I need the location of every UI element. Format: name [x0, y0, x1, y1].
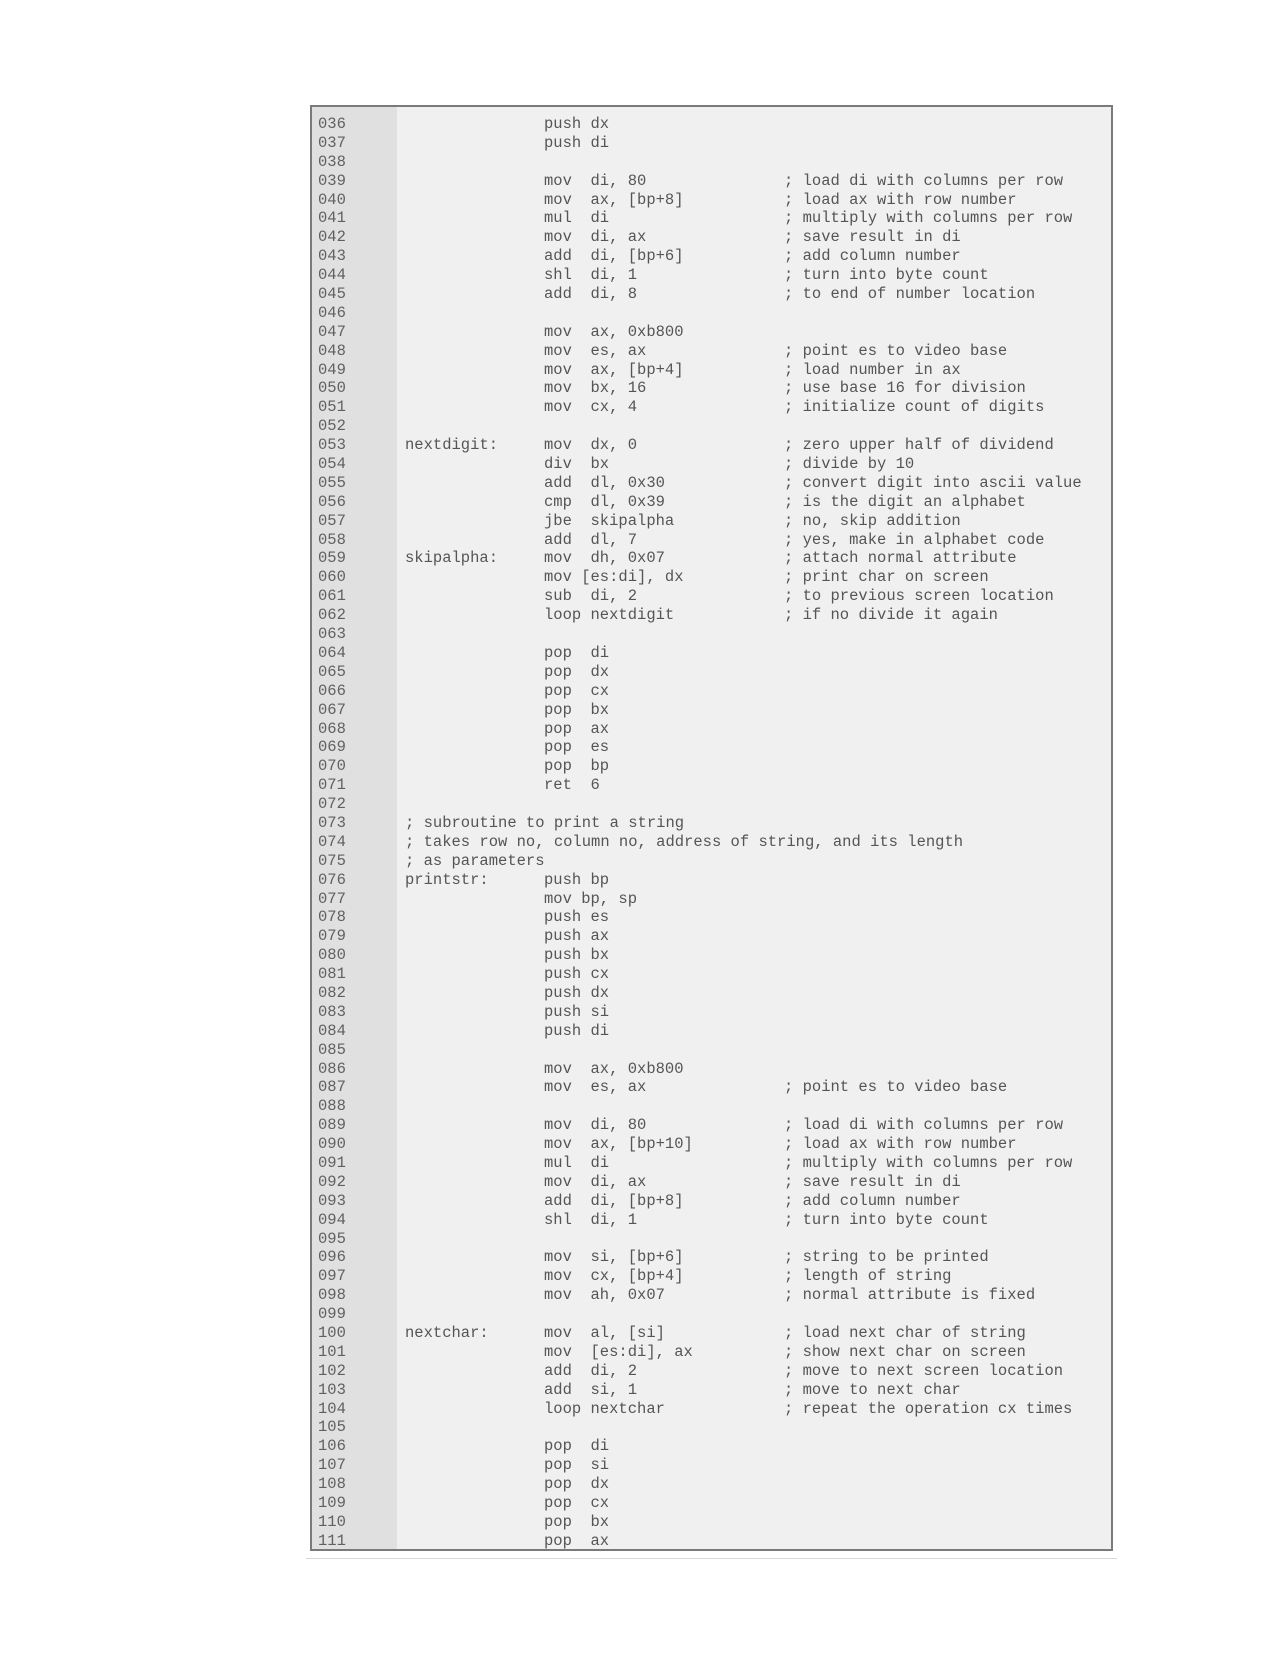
line-number: 097: [318, 1267, 346, 1286]
code-line: [312, 285, 1111, 304]
page-divider: [306, 1558, 1117, 1559]
code-instruction: mul di: [544, 209, 610, 228]
code-line: [312, 1097, 1111, 1116]
code-line: [312, 191, 1111, 210]
line-number: 091: [318, 1153, 346, 1172]
code-instruction: pop ax: [544, 719, 610, 738]
code-line: [312, 682, 1111, 701]
code-instruction: pop es: [544, 738, 610, 757]
code-instruction: pop dx: [544, 1475, 610, 1494]
line-number: 085: [318, 1040, 346, 1059]
line-number: 037: [318, 133, 346, 152]
line-number: 066: [318, 681, 346, 700]
code-comment: ; to previous screen location: [784, 587, 1054, 606]
line-number: 057: [318, 511, 346, 530]
line-number: 073: [318, 813, 346, 832]
line-number: 074: [318, 832, 346, 851]
code-lines: [312, 115, 1111, 1551]
code-comment: ; multiply with columns per row: [784, 209, 1073, 228]
line-number: 043: [318, 247, 346, 266]
code-line: [312, 965, 1111, 984]
code-comment: ; yes, make in alphabet code: [784, 530, 1045, 549]
code-instruction: sub di, 2: [544, 587, 638, 606]
code-line: [312, 1532, 1111, 1551]
code-line: [312, 908, 1111, 927]
code-instruction: push di: [544, 1021, 610, 1040]
code-listing: [310, 105, 1113, 1551]
code-line: [312, 549, 1111, 568]
code-label: printstr:: [405, 870, 489, 889]
code-line: [312, 398, 1111, 417]
code-line: [312, 1267, 1111, 1286]
code-line: [312, 1022, 1111, 1041]
line-number: 075: [318, 851, 346, 870]
code-line: [312, 1418, 1111, 1437]
line-number: 107: [318, 1456, 346, 1475]
code-line: [312, 701, 1111, 720]
code-line: [312, 984, 1111, 1003]
code-comment: ; turn into byte count: [784, 1210, 989, 1229]
code-line: [312, 153, 1111, 172]
code-line: [312, 720, 1111, 739]
code-instruction: loop nextchar: [544, 1399, 665, 1418]
code-line: [312, 1173, 1111, 1192]
line-number: 108: [318, 1475, 346, 1494]
line-number: 083: [318, 1002, 346, 1021]
code-line: [312, 1381, 1111, 1400]
code-instruction: pop dx: [544, 662, 610, 681]
code-line: [312, 625, 1111, 644]
code-comment: ; normal attribute is fixed: [784, 1286, 1036, 1305]
code-line: [312, 323, 1111, 342]
code-line: [312, 304, 1111, 323]
code-comment: ; string to be printed: [784, 1248, 989, 1267]
code-line: [312, 134, 1111, 153]
code-line: [312, 1135, 1111, 1154]
line-number: 047: [318, 322, 346, 341]
code-line: [312, 1324, 1111, 1343]
code-line: [312, 1494, 1111, 1513]
code-instruction: loop nextdigit: [544, 606, 675, 625]
line-number: 059: [318, 549, 346, 568]
code-comment: ; to end of number location: [784, 285, 1036, 304]
line-number: 050: [318, 379, 346, 398]
code-instruction: mov si, [bp+6]: [544, 1248, 684, 1267]
code-label: ; as parameters: [405, 851, 545, 870]
code-line: [312, 663, 1111, 682]
code-line: [312, 247, 1111, 266]
code-instruction: mov bx, 16: [544, 379, 647, 398]
code-line: [312, 1437, 1111, 1456]
code-comment: ; print char on screen: [784, 568, 989, 587]
code-instruction: pop ax: [544, 1531, 610, 1550]
code-line: [312, 1305, 1111, 1324]
line-number: 106: [318, 1437, 346, 1456]
code-instruction: push ax: [544, 927, 610, 946]
line-number: 084: [318, 1021, 346, 1040]
line-number: 102: [318, 1361, 346, 1380]
code-line: [312, 1343, 1111, 1362]
code-line: [312, 1003, 1111, 1022]
line-number: 109: [318, 1494, 346, 1513]
line-number: 061: [318, 587, 346, 606]
line-number: 042: [318, 228, 346, 247]
code-instruction: mov ax, 0xb800: [544, 322, 684, 341]
code-comment: ; load ax with row number: [784, 1135, 1017, 1154]
code-line: [312, 1362, 1111, 1381]
line-number: 051: [318, 398, 346, 417]
code-line: [312, 814, 1111, 833]
code-instruction: mov es, ax: [544, 341, 647, 360]
code-line: [312, 379, 1111, 398]
line-number: 041: [318, 209, 346, 228]
code-line: [312, 1211, 1111, 1230]
code-comment: ; load di with columns per row: [784, 171, 1064, 190]
line-number: 038: [318, 152, 346, 171]
line-number: 054: [318, 455, 346, 474]
line-number: 046: [318, 303, 346, 322]
code-label: nextdigit:: [405, 436, 499, 455]
code-instruction: jbe skipalpha: [544, 511, 675, 530]
code-instruction: mov es, ax: [544, 1078, 647, 1097]
line-number: 049: [318, 360, 346, 379]
code-instruction: cmp dl, 0x39: [544, 492, 665, 511]
code-comment: ; no, skip addition: [784, 511, 961, 530]
line-number: 070: [318, 757, 346, 776]
code-instruction: pop cx: [544, 681, 610, 700]
code-instruction: div bx: [544, 455, 610, 474]
line-number: 067: [318, 700, 346, 719]
code-instruction: push bp: [544, 870, 610, 889]
code-comment: ; load number in ax: [784, 360, 961, 379]
line-number: 076: [318, 870, 346, 889]
code-instruction: add di, [bp+8]: [544, 1191, 684, 1210]
code-instruction: push bx: [544, 946, 610, 965]
code-instruction: mov dh, 0x07: [544, 549, 665, 568]
code-instruction: shl di, 1: [544, 1210, 638, 1229]
code-comment: ; attach normal attribute: [784, 549, 1017, 568]
code-line: [312, 1230, 1111, 1249]
line-number: 065: [318, 662, 346, 681]
code-instruction: add di, [bp+6]: [544, 247, 684, 266]
code-line: [312, 1154, 1111, 1173]
line-number: 111: [318, 1531, 346, 1550]
code-comment: ; add column number: [784, 247, 961, 266]
code-line: [312, 738, 1111, 757]
line-number: 095: [318, 1229, 346, 1248]
code-label: skipalpha:: [405, 549, 499, 568]
code-instruction: push di: [544, 133, 610, 152]
code-comment: ; repeat the operation cx times: [784, 1399, 1073, 1418]
line-number: 080: [318, 946, 346, 965]
line-number: 089: [318, 1116, 346, 1135]
code-instruction: push dx: [544, 983, 610, 1002]
line-number: 087: [318, 1078, 346, 1097]
line-number: 100: [318, 1324, 346, 1342]
code-line: [312, 852, 1111, 871]
code-instruction: add di, 2: [544, 1361, 638, 1380]
line-number: 039: [318, 171, 346, 190]
code-instruction: pop cx: [544, 1494, 610, 1513]
line-number: 063: [318, 625, 346, 644]
code-instruction: mov cx, 4: [544, 398, 638, 417]
line-number: 062: [318, 606, 346, 625]
line-number: 077: [318, 889, 346, 908]
code-comment: ; point es to video base: [784, 341, 1008, 360]
code-instruction: shl di, 1: [544, 266, 638, 285]
code-line: [312, 474, 1111, 493]
code-line: [312, 587, 1111, 606]
code-instruction: push cx: [544, 965, 610, 984]
line-number: 093: [318, 1191, 346, 1210]
code-comment: ; initialize count of digits: [784, 398, 1045, 417]
code-line: [312, 266, 1111, 285]
code-line: [312, 833, 1111, 852]
code-line: [312, 1116, 1111, 1135]
code-line: [312, 493, 1111, 512]
code-line: [312, 795, 1111, 814]
code-line: [312, 172, 1111, 191]
line-number: 044: [318, 266, 346, 285]
code-instruction: mov di, ax: [544, 1172, 647, 1191]
code-line: [312, 1400, 1111, 1419]
code-instruction: mul di: [544, 1153, 610, 1172]
code-line: [312, 342, 1111, 361]
code-comment: ; is the digit an alphabet: [784, 492, 1026, 511]
code-line: [312, 1286, 1111, 1305]
code-line: [312, 946, 1111, 965]
code-line: [312, 228, 1111, 247]
code-instruction: add dl, 7: [544, 530, 638, 549]
code-instruction: mov ax, [bp+8]: [544, 190, 684, 209]
code-instruction: add dl, 0x30: [544, 473, 665, 492]
code-line: [312, 890, 1111, 909]
code-instruction: mov di, ax: [544, 228, 647, 247]
code-instruction: push es: [544, 908, 610, 927]
line-number: 045: [318, 285, 346, 304]
code-line: [312, 644, 1111, 663]
code-line: [312, 1192, 1111, 1211]
line-number: 081: [318, 965, 346, 984]
line-number: 092: [318, 1172, 346, 1191]
line-number: 053: [318, 436, 346, 455]
code-line: [312, 531, 1111, 550]
code-comment: ; length of string: [784, 1267, 952, 1286]
code-comment: ; point es to video base: [784, 1078, 1008, 1097]
line-number: 103: [318, 1380, 346, 1399]
code-line: [312, 1513, 1111, 1532]
code-comment: ; save result in di: [784, 1172, 961, 1191]
line-number: 069: [318, 738, 346, 757]
line-number: 105: [318, 1418, 346, 1437]
code-instruction: mov [es:di], ax: [544, 1342, 693, 1361]
code-instruction: pop si: [544, 1456, 610, 1475]
line-number: 060: [318, 568, 346, 587]
code-line: [312, 512, 1111, 531]
code-instruction: mov cx, [bp+4]: [544, 1267, 684, 1286]
line-number: 036: [318, 115, 346, 133]
line-number: 104: [318, 1399, 346, 1418]
code-instruction: pop bx: [544, 700, 610, 719]
code-line: [312, 417, 1111, 436]
line-number: 056: [318, 492, 346, 511]
code-line: [312, 757, 1111, 776]
code-instruction: push dx: [544, 115, 610, 133]
line-number: 079: [318, 927, 346, 946]
code-instruction: pop di: [544, 1437, 610, 1456]
code-label: ; takes row no, column no, address of string, and its length: [405, 832, 964, 851]
code-line: [312, 927, 1111, 946]
code-line: [312, 1248, 1111, 1267]
line-number: 071: [318, 776, 346, 795]
code-comment: ; save result in di: [784, 228, 961, 247]
code-instruction: mov ax, [bp+10]: [544, 1135, 693, 1154]
code-instruction: mov ax, [bp+4]: [544, 360, 684, 379]
code-line: [312, 455, 1111, 474]
line-number: 052: [318, 417, 346, 436]
code-line: [312, 361, 1111, 380]
code-comment: ; move to next screen location: [784, 1361, 1064, 1380]
code-line: [312, 1060, 1111, 1079]
code-instruction: mov [es:di], dx: [544, 568, 684, 587]
line-number: 110: [318, 1512, 346, 1531]
code-line: [312, 1078, 1111, 1097]
code-instruction: pop bp: [544, 757, 610, 776]
code-comment: ; turn into byte count: [784, 266, 989, 285]
code-comment: ; show next char on screen: [784, 1342, 1026, 1361]
code-comment: ; load ax with row number: [784, 190, 1017, 209]
code-instruction: mov dx, 0: [544, 436, 638, 455]
line-number: 048: [318, 341, 346, 360]
line-number: 099: [318, 1305, 346, 1324]
code-instruction: mov di, 80: [544, 171, 647, 190]
line-number: 090: [318, 1135, 346, 1154]
code-line: [312, 568, 1111, 587]
line-number: 098: [318, 1286, 346, 1305]
code-label: ; subroutine to print a string: [405, 813, 685, 832]
line-number: 072: [318, 795, 346, 814]
code-line: [312, 1041, 1111, 1060]
code-line: [312, 1456, 1111, 1475]
code-instruction: mov bp, sp: [544, 889, 638, 908]
code-comment: ; load di with columns per row: [784, 1116, 1064, 1135]
code-instruction: mov di, 80: [544, 1116, 647, 1135]
code-instruction: mov al, [si]: [544, 1324, 665, 1342]
code-comment: ; move to next char: [784, 1380, 961, 1399]
code-instruction: mov ah, 0x07: [544, 1286, 665, 1305]
code-instruction: add di, 8: [544, 285, 638, 304]
code-instruction: ret 6: [544, 776, 600, 795]
code-comment: ; use base 16 for division: [784, 379, 1026, 398]
code-line: [312, 776, 1111, 795]
code-instruction: add si, 1: [544, 1380, 638, 1399]
code-comment: ; load next char of string: [784, 1324, 1026, 1342]
code-comment: ; convert digit into ascii value: [784, 473, 1082, 492]
code-comment: ; divide by 10: [784, 455, 915, 474]
code-comment: ; if no divide it again: [784, 606, 998, 625]
line-number: 096: [318, 1248, 346, 1267]
code-instruction: mov ax, 0xb800: [544, 1059, 684, 1078]
line-number: 094: [318, 1210, 346, 1229]
code-line: [312, 209, 1111, 228]
code-comment: ; add column number: [784, 1191, 961, 1210]
code-instruction: pop di: [544, 643, 610, 662]
code-comment: ; multiply with columns per row: [784, 1153, 1073, 1172]
line-number: 082: [318, 983, 346, 1002]
code-instruction: pop bx: [544, 1512, 610, 1531]
code-label: nextchar:: [405, 1324, 489, 1342]
code-instruction: push si: [544, 1002, 610, 1021]
line-number: 055: [318, 473, 346, 492]
line-number: 068: [318, 719, 346, 738]
line-number: 088: [318, 1097, 346, 1116]
code-line: [312, 115, 1111, 134]
line-number: 078: [318, 908, 346, 927]
code-comment: ; zero upper half of dividend: [784, 436, 1054, 455]
line-number: 101: [318, 1342, 346, 1361]
code-line: [312, 871, 1111, 890]
line-number: 086: [318, 1059, 346, 1078]
line-number: 064: [318, 643, 346, 662]
line-number: 040: [318, 190, 346, 209]
code-line: [312, 1475, 1111, 1494]
code-line: [312, 436, 1111, 455]
code-line: [312, 606, 1111, 625]
line-number: 058: [318, 530, 346, 549]
